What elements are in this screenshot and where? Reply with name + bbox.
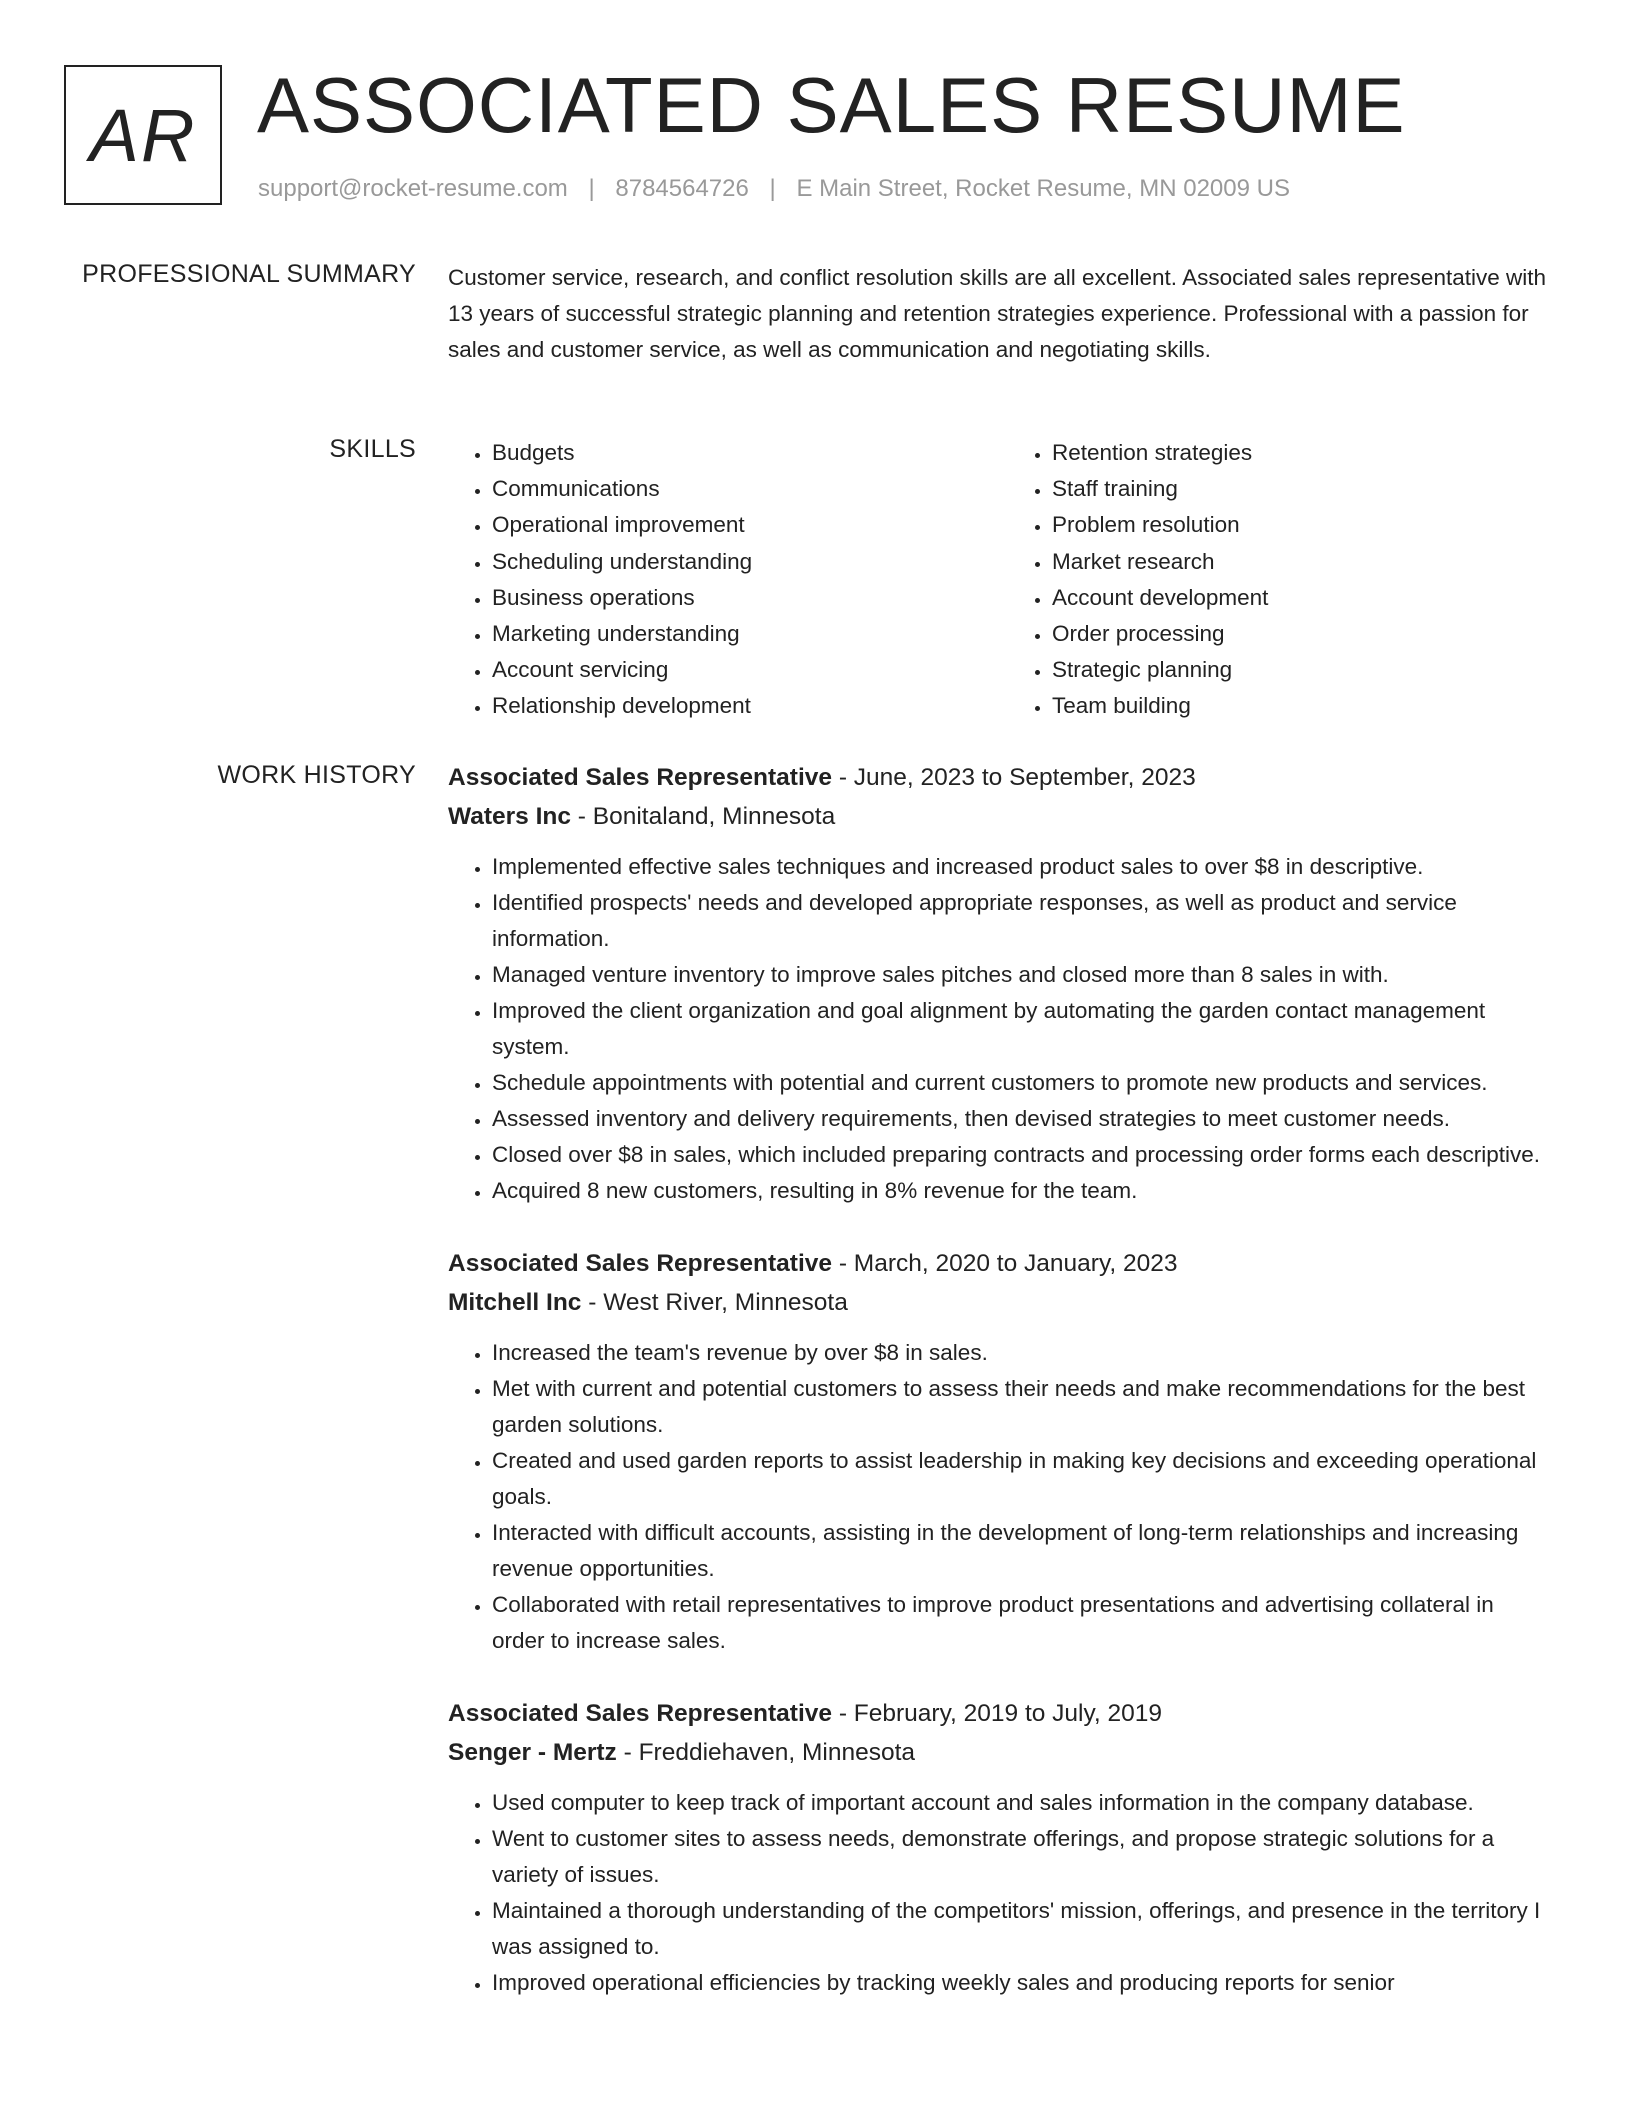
- skills-list-left: [448, 435, 1008, 725]
- job-bullet: • Acquired 8 new customers, resulting in 8% revenue for the team.: [492, 1173, 1550, 1209]
- contact-phone: 8784564726: [615, 175, 749, 202]
- job-bullet: • Collaborated with retail representatives to improve product presentations and advertising collateral in order to increase sales.: [492, 1587, 1550, 1659]
- skills-list-right: [1008, 435, 1568, 725]
- skill-item: • Staff training: [1052, 471, 1568, 507]
- skill-item: • Strategic planning: [1052, 652, 1568, 688]
- job-company: Mitchell Inc: [448, 1289, 582, 1316]
- job-bullet: • Assessed inventory and delivery requirements, then devised strategies to meet customer needs.: [492, 1101, 1550, 1137]
- skill-item: • Account servicing: [492, 652, 1008, 688]
- job-bullet: • Maintained a thorough understanding of the competitors' mission, offerings, and presence in the territory I was assigned to.: [492, 1893, 1550, 1965]
- job-bullet: • Interacted with difficult accounts, assisting in the development of long-term relationships and increasing revenue opportunities.: [492, 1515, 1550, 1587]
- job-bullet: • Improved the client organization and goal alignment by automating the garden contact management system.: [492, 993, 1550, 1065]
- job-bullet: • Schedule appointments with potential and current customers to promote new products and services.: [492, 1065, 1550, 1101]
- skill-item: • Business operations: [492, 580, 1008, 616]
- job-location: - Bonitaland, Minnesota: [571, 803, 836, 830]
- skill-item: • Order processing: [1052, 616, 1568, 652]
- job-bullet: • Created and used garden reports to assist leadership in making key decisions and exceeding operational goals.: [492, 1443, 1550, 1515]
- job-company-line: [448, 797, 1568, 837]
- summary-text: Customer service, research, and conflict resolution skills are all excellent. Associated sales representative with 13 years of successful strategic planning and retention strategies experience. Professional with a passion for sales and customer service, as well as communication and negotiating skills.: [448, 265, 1546, 362]
- job-entry: [448, 1695, 1568, 2001]
- skill-item: • Scheduling understanding: [492, 544, 1008, 580]
- contact-address: E Main Street, Rocket Resume, MN 02009 US: [796, 175, 1290, 202]
- job-bullet: • Implemented effective sales techniques and increased product sales to over $8 in descriptive.: [492, 849, 1550, 885]
- skill-item: • Team building: [1052, 688, 1568, 724]
- job-company-line: [448, 1733, 1568, 1773]
- job-bullet: • Went to customer sites to assess needs, demonstrate offerings, and propose strategic solutions for a variety of issues.: [492, 1821, 1550, 1893]
- job-bullet: • Managed venture inventory to improve sales pitches and closed more than 8 sales in with.: [492, 957, 1550, 993]
- job-dates: - March, 2020 to January, 2023: [832, 1250, 1178, 1277]
- skill-item: • Account development: [1052, 580, 1568, 616]
- job-title-line: [448, 1695, 1568, 1733]
- skill-item: • Problem resolution: [1052, 507, 1568, 543]
- contact-separator: |: [769, 175, 776, 202]
- job-title-line: [448, 1245, 1568, 1283]
- job-dates: - June, 2023 to September, 2023: [832, 764, 1196, 791]
- section-label-summary: PROFESSIONAL SUMMARY: [82, 260, 416, 288]
- skill-item: • Retention strategies: [1052, 435, 1568, 471]
- section-label-work-history: WORK HISTORY: [217, 761, 416, 789]
- job-title: Associated Sales Representative: [448, 1700, 833, 1727]
- job-bullets: [448, 1785, 1568, 2001]
- job-title: Associated Sales Representative: [448, 764, 833, 791]
- job-entry: [448, 759, 1568, 1209]
- job-bullets: [448, 849, 1568, 1209]
- job-bullet: • Increased the team's revenue by over $8 in sales.: [492, 1335, 1550, 1371]
- job-company-line: [448, 1283, 1568, 1323]
- contact-separator: |: [588, 175, 595, 202]
- skill-item: • Relationship development: [492, 688, 1008, 724]
- skill-item: • Operational improvement: [492, 507, 1008, 543]
- skill-item: • Marketing understanding: [492, 616, 1008, 652]
- job-company: Senger - Mertz: [448, 1739, 617, 1766]
- job-bullets: [448, 1335, 1568, 1659]
- job-bullet: • Identified prospects' needs and developed appropriate responses, as well as product and service information.: [492, 885, 1550, 957]
- job-title-line: [448, 759, 1568, 797]
- job-company: Waters Inc: [448, 803, 571, 830]
- contact-email: support@rocket-resume.com: [258, 175, 568, 202]
- job-location: - Freddiehaven, Minnesota: [616, 1739, 916, 1766]
- job-entry: [448, 1245, 1568, 1659]
- job-bullet: • Used computer to keep track of important account and sales information in the company database.: [492, 1785, 1550, 1821]
- job-bullet: • Met with current and potential customers to assess their needs and make recommendations for the best garden solutions.: [492, 1371, 1550, 1443]
- job-location: - West River, Minnesota: [581, 1289, 848, 1316]
- skill-item: • Budgets: [492, 435, 1008, 471]
- monogram-logo: AR: [64, 65, 222, 205]
- job-bullet: • Improved operational efficiencies by tracking weekly sales and producing reports for senior: [492, 1965, 1550, 2001]
- contact-line: [258, 175, 1290, 203]
- skill-item: • Market research: [1052, 544, 1568, 580]
- job-bullet: • Closed over $8 in sales, which included preparing contracts and processing order forms each descriptive.: [492, 1137, 1550, 1173]
- job-title: Associated Sales Representative: [448, 1250, 833, 1277]
- resume-header: [64, 61, 1572, 215]
- skill-item: • Communications: [492, 471, 1008, 507]
- job-dates: - February, 2019 to July, 2019: [832, 1700, 1163, 1727]
- resume-title: ASSOCIATED SALES RESUME: [257, 61, 1406, 149]
- section-label-skills: SKILLS: [329, 435, 416, 463]
